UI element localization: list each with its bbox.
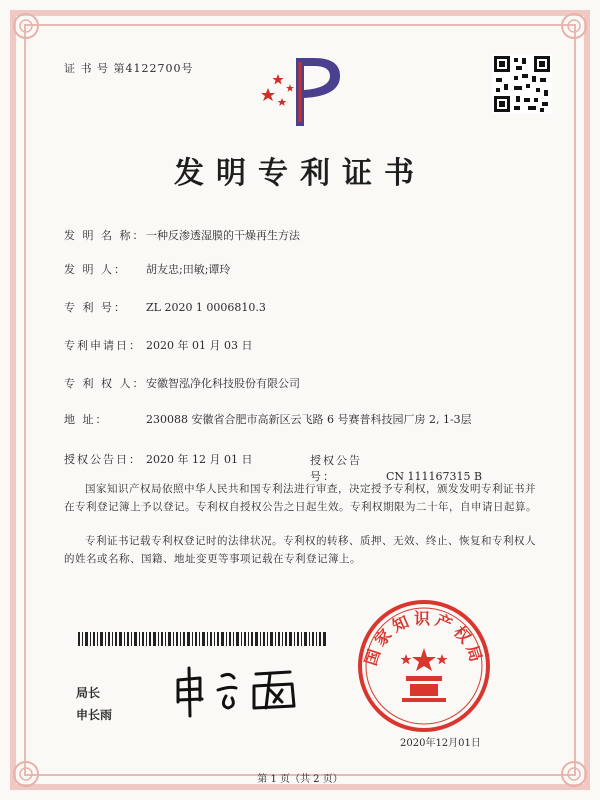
grant-number-value: CN 111167315 B [386, 470, 483, 483]
grant-date-value: 2020 年 12 月 01 日 [146, 453, 253, 466]
invention-name-label: 发 明 名 称： [64, 229, 146, 242]
cnipa-logo-icon [256, 52, 356, 130]
certificate-title: 发明专利证书 [174, 156, 426, 191]
patentee-label: 专 利 权 人： [64, 377, 146, 390]
inventor-row [64, 262, 230, 278]
patent-number-value: ZL 2020 1 0006810.3 [146, 301, 266, 314]
grant-number-label: 授权公告号： [310, 454, 362, 483]
address-label: 地 址： [64, 413, 109, 426]
qr-code-icon [492, 54, 552, 114]
barcode-icon [78, 632, 326, 646]
patentee-value: 安徽智泓净化科技股份有限公司 [146, 377, 300, 390]
page-footer: 第 1 页（共 2 页） [257, 774, 343, 785]
legal-paragraph-2: 专利证书记载专利权登记时的法律状况。专利权的转移、质押、无效、终止、恢复和专利权人的姓名或名称、国籍、地址变更等事项记载在专利登记簿上。 [64, 535, 536, 565]
invention-name-value: 一种反渗透湿膜的干燥再生方法 [146, 229, 300, 242]
inventor-value: 胡友忠;田敏;谭玲 [146, 263, 231, 276]
grant-date-label: 授权公告日： [64, 453, 142, 466]
legal-paragraph-1: 国家知识产权局依照中华人民共和国专利法进行审查，决定授予专利权，颁发发明专利证书并在专利登记簿上予以登记。专利权自授权公告之日起生效。专利权期限为二十年，自申请日起算。 [64, 483, 537, 513]
filing-date-label: 专利申请日： [64, 339, 142, 352]
grant-date-row [64, 452, 252, 468]
address-value: 230088 安徽省合肥市高新区云飞路 6 号赛普科技园厂房 2, 1-3层 [146, 413, 472, 426]
invention-name-row [64, 228, 300, 244]
certificate-number: 证 书 号 第4122700号 [64, 62, 194, 75]
patent-number-row [64, 300, 266, 316]
handwritten-signature-icon [170, 662, 320, 720]
director-title: 局长 [76, 686, 101, 700]
filing-date-row [64, 338, 252, 354]
seal-date: 2020年12月01日 [400, 738, 481, 749]
inventor-label: 发 明 人： [64, 263, 127, 276]
official-seal-icon [354, 596, 494, 736]
address-row [64, 412, 476, 428]
director-name: 申长雨 [76, 708, 113, 722]
patentee-row [64, 376, 300, 392]
filing-date-value: 2020 年 01 月 03 日 [146, 339, 253, 352]
patent-number-label: 专 利 号： [64, 301, 127, 314]
seal-text: 国家知识产权局 [361, 609, 487, 668]
